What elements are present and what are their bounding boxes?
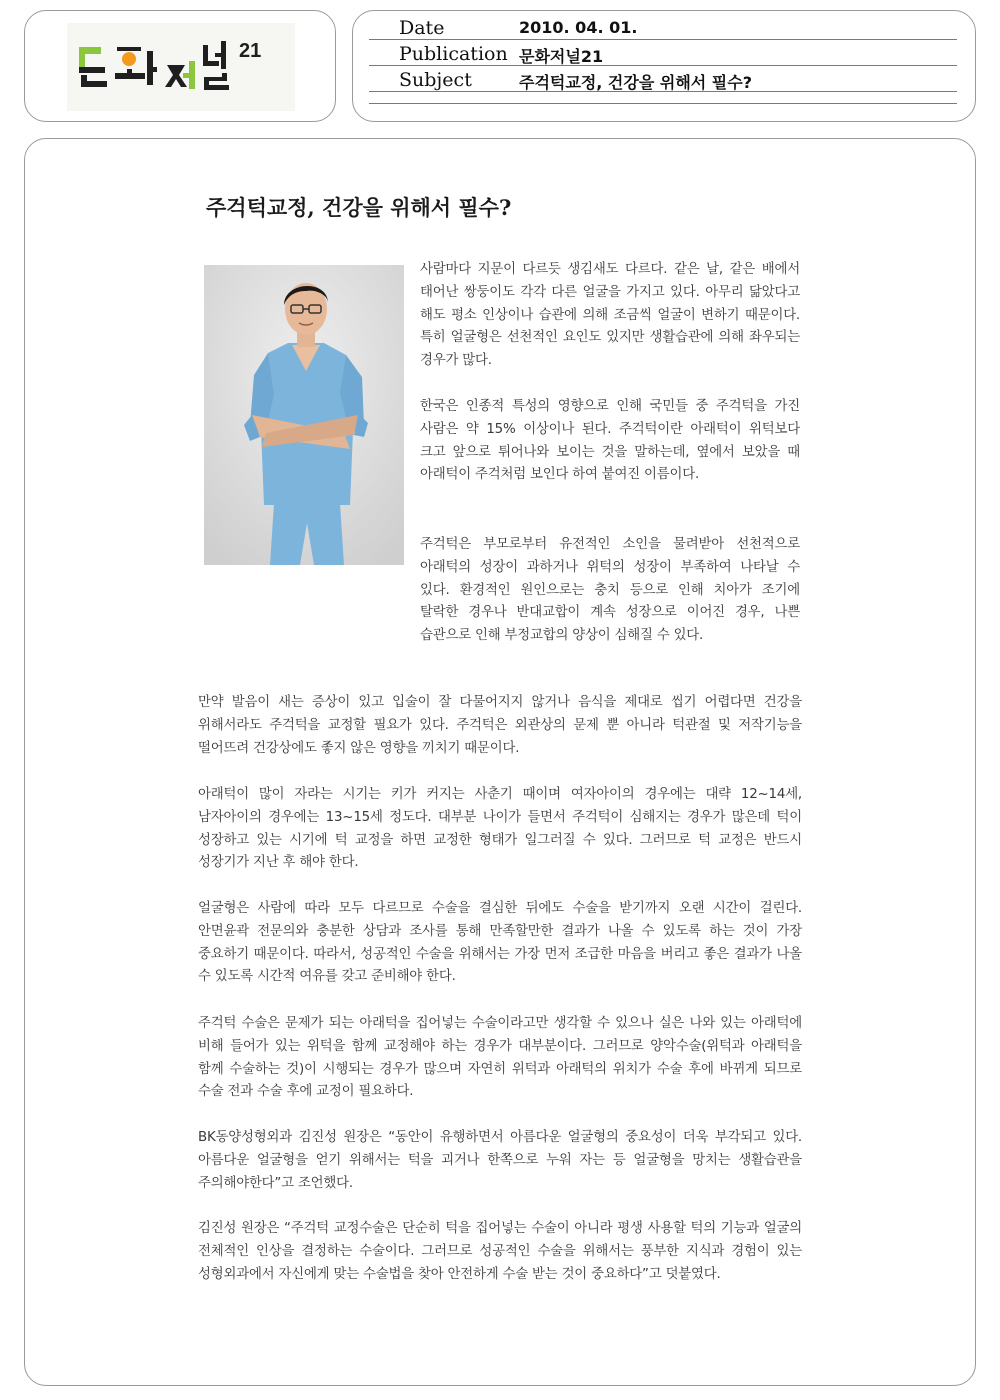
doctor-photo — [204, 265, 404, 565]
article-title: 주걱턱교정, 건강을 위해서 필수? — [206, 195, 512, 220]
publication-logo — [67, 23, 295, 111]
article-paragraph: 김진성 원장은 “주걱턱 교정수술은 단순히 턱을 집어넣는 수술이 아니라 평생 사용할 턱의 기능과 얼굴의 전체적인 인상을 결정하는 수술이다. 그러므로 성공적인 수술을 위해서는 풍부한 지식과 경험이 있는 성형외과에서 자신에게 맞는 수술법을 찾아 안전하게 수술 받는 것이 중요하다”고 덧붙였다. — [198, 1221, 802, 1282]
logo-superscript: 21 — [239, 40, 262, 62]
meta-publication-label: Publication — [399, 43, 508, 65]
article-paragraph: 만약 발음이 새는 증상이 있고 입술이 잘 다물어지지 않거나 음식을 제대로 씹기 어렵다면 건강을 위해서라도 주걱턱을 교정할 필요가 있다. 주걱턱은 외관상의 문제 뿐 아니라 턱관절 및 저작기능을 떨어뜨려 건강상에도 좋지 않은 영향을 끼치기 때문이다. — [198, 695, 802, 756]
article-paragraph: 얼굴형은 사람에 따라 모두 다르므로 수술을 결심한 뒤에도 수술을 받기까지 오랜 시간이 걸린다. 안면윤곽 전문의와 충분한 상담과 조사를 통해 만족할만한 결과가 나올 수 있도록 하는 것이 가장 중요하기 때문이다. 따라서, 성공적인 수술을 위해서는 가장 먼저 조급한 마음을 버리고 좋은 결과가 나올 수 있도록 시간적 여유를 갖고 준비해야 한다. — [198, 901, 802, 985]
article-paragraph: BK동양성형외과 김진성 원장은 “동안이 유행하면서 아름다운 얼굴형의 중요성이 더욱 부각되고 있다. 아름다운 얼굴형을 얻기 위해서는 턱을 괴거나 한쪽으로 누워 자는 등 얼굴형을 망치는 생활습관을 주의해야한다”고 조언했다. — [198, 1130, 802, 1191]
meta-date-label: Date — [399, 17, 445, 39]
meta-divider — [369, 103, 957, 104]
article-paragraph: 사람마다 지문이 다르듯 생김새도 다르다. 같은 날, 같은 배에서 태어난 쌍둥이도 각각 다른 얼굴을 가지고 있다. 아무리 닮았다고 해도 평소 인상이나 습관에 의해 조금씩 얼굴이 변하기 때문이다. 특히 얼굴형은 선천적인 요인도 있지만 생활습관에 의해 좌우되는 경우가 많다. — [420, 262, 800, 369]
article-paragraph: 주걱턱 수술은 문제가 되는 아래턱을 집어넣는 수술이라고만 생각할 수 있으나 실은 나와 있는 아래턱에 비해 들어가 있는 위턱을 함께 교정해야 하는 경우가 대부분이다. 그러므로 양악수술(위턱과 아래턱을 함께 수술하는 것)이 시행되는 경우가 많으며 자연히 위턱과 아래턱의 위치가 수술 후에 바뀌게 되므로 수술 전과 수술 후에 교정이 필요하다. — [198, 1016, 802, 1100]
meta-publication-row — [369, 41, 957, 66]
article-paragraph: 한국은 인종적 특성의 영향으로 인해 국민들 중 주걱턱을 가진 사람은 약 15% 이상이나 된다. 주걱턱이란 아래턱이 위턱보다 크고 앞으로 튀어나와 보이는 것을 말하는데, 옆에서 보았을 때 아래턱이 주걱처럼 보인다 하여 붙여진 이름이다. — [420, 399, 800, 483]
publication-meta-panel — [352, 10, 976, 122]
meta-subject-value: 주걱턱교정, 건강을 위해서 필수? — [519, 73, 752, 92]
meta-subject-label: Subject — [399, 69, 472, 91]
meta-subject-row — [369, 67, 957, 92]
meta-publication-value: 문화저널21 — [519, 47, 604, 66]
logo-graphic — [67, 23, 295, 111]
logo-panel — [24, 10, 336, 122]
article-paragraph: 주걱턱은 부모로부터 유전적인 소인을 물려받아 선천적으로 아래턱의 성장이 과하거나 위턱의 성장이 부족하여 나타날 수 있다. 환경적인 원인으로는 충치 등으로 인해 치아가 조기에 탈락한 경우나 반대교합이 계속 성장으로 이어진 경우, 나쁜 습관으로 인해 부정교합의 양상이 심해질 수 있다. — [420, 537, 800, 644]
meta-date-row — [369, 15, 957, 40]
meta-date-value: 2010. 04. 01. — [519, 18, 638, 37]
article-paragraph: 아래턱이 많이 자라는 시기는 키가 커지는 사춘기 때이며 여자아이의 경우에는 대략 12~14세, 남자아이의 경우에는 13~15세 정도다. 대부분 나이가 들면서 주걱턱이 심해지는 경우가 많은데 턱이 성장하고 있는 시기에 턱 교정을 하면 교정한 형태가 일그러질 수 있다. 그러므로 턱 교정은 반드시 성장기가 지난 후 해야 한다. — [198, 787, 802, 871]
